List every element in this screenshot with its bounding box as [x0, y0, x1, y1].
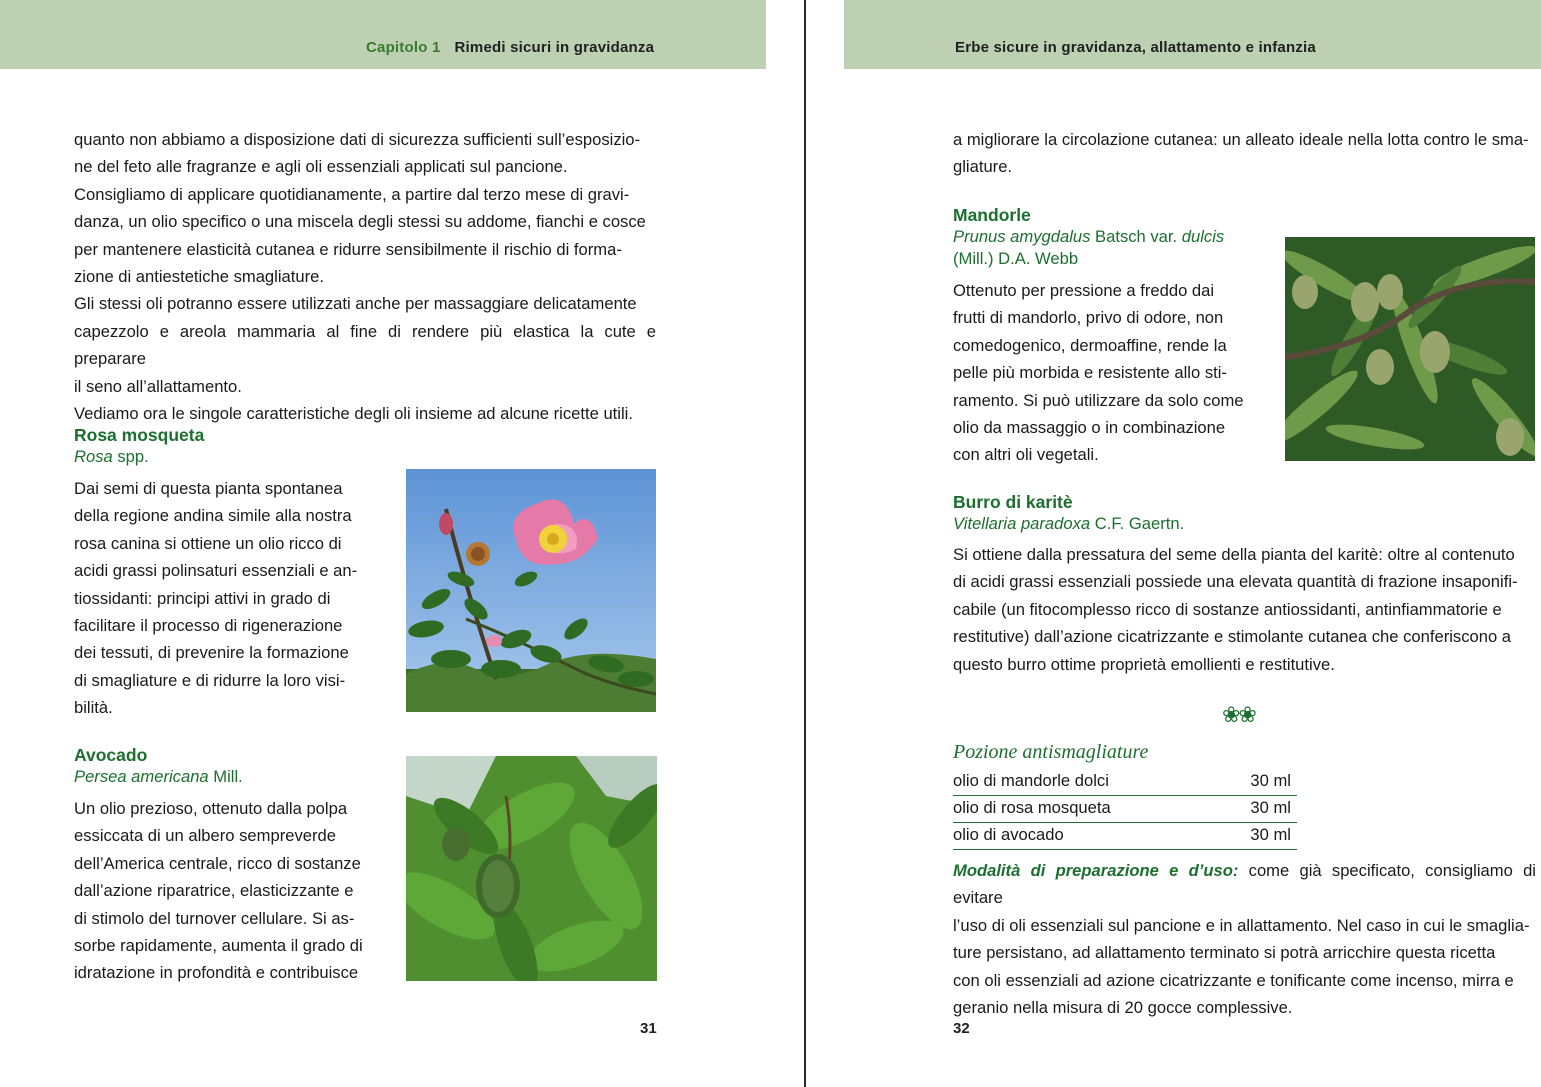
preparation-text: come già specificato, consigliamo di evitare: [953, 861, 1536, 908]
text-line: frutti di mandorlo, privo di odore, non: [953, 308, 1224, 328]
chapter-label: [366, 39, 441, 56]
text-line: questo burro ottime proprietà emollienti e restitutive.: [953, 654, 1335, 674]
text-line: acidi grassi polinsaturi essenziali e an-: [74, 561, 358, 581]
text-line: l’uso di oli essenziali sul pancione e in allattamento. Nel caso in cui le smaglia-: [953, 915, 1530, 935]
left-header-band: [0, 0, 766, 69]
recipe-title: Pozione antismagliature: [953, 741, 1149, 763]
text-line: della regione andina simile alla nostra: [74, 506, 352, 526]
text-line: quanto non abbiamo a disposizione dati di sicurezza sufficienti sull’esposizio-: [74, 130, 641, 149]
rosa-mosqueta-photo: [406, 469, 656, 712]
avocado-latin-name: [74, 766, 374, 788]
text-line: dall’azione riparatrice, elasticizzante e: [74, 881, 354, 901]
text-line: Ottenuto per pressione a freddo dai: [953, 281, 1215, 300]
text-line: ture persistano, ad allattamento terminato si potrà arricchire questa ricetta: [953, 943, 1496, 963]
text-line: Un olio prezioso, ottenuto dalla polpa: [74, 799, 348, 818]
rosa-title: Rosa mosqueta: [74, 425, 205, 445]
text-line: tiossidanti: principi attivi in grado di: [74, 588, 331, 608]
text-line: Si ottiene dalla pressatura del seme della pianta del karitè: oltre al contenuto: [953, 545, 1515, 564]
page-number-left: 31: [640, 1020, 657, 1037]
text-line: idratazione in profondità e contribuisce: [74, 963, 359, 983]
text-line: pelle più morbida e resistente allo sti-: [953, 363, 1227, 383]
avocado-title: Avocado: [74, 745, 148, 765]
avocado-heading: [74, 744, 374, 788]
avocado-latin-rest: Mill.: [208, 767, 243, 786]
text-line: dell’America centrale, ricco di sostanze: [74, 853, 361, 873]
text-line: rosa canina si ottiene un olio ricco di: [74, 533, 342, 553]
ingredient-name: olio di mandorle dolci: [953, 771, 1109, 790]
mandorle-latin-name-line2: (Mill.) D.A. Webb: [953, 249, 1079, 268]
text-line: con altri oli vegetali.: [953, 445, 1099, 465]
text-line: [953, 857, 1536, 912]
ingredient-name: olio di rosa mosqueta: [953, 798, 1111, 817]
rosa-text: [74, 475, 370, 722]
text-line: Vediamo ora le singole caratteristiche degli oli insieme ad alcune ricette utili.: [74, 404, 633, 424]
text-line: dei tessuti, di prevenire la formazione: [74, 643, 349, 663]
left-intro-text: [74, 126, 656, 427]
rosa-latin-rest: spp.: [112, 447, 149, 466]
almond-photo: [1285, 237, 1535, 461]
text-line: il seno all’allattamento.: [74, 376, 242, 396]
mandorle-latin-author: Batsch var.: [1090, 227, 1182, 246]
text-line: di smagliature e di ridurre la loro visi-: [74, 670, 346, 690]
text-line: restitutive) dall’azione cicatrizzante e stimolante cutanea che conferiscono a: [953, 627, 1512, 647]
ingredient-quantity: 30 ml: [1250, 771, 1291, 790]
text-line: di acidi grassi essenziali possiede una elevata quantità di frazione insaponifi-: [953, 572, 1518, 592]
text-line: zione di antiestetiche smagliature.: [74, 267, 324, 287]
text-line: gliature.: [953, 157, 1013, 177]
text-line: facilitare il processo di rigenerazione: [74, 616, 343, 636]
text-line: geranio nella misura di 20 gocce complessive.: [953, 998, 1293, 1018]
ingredient-quantity: 30 ml: [1250, 825, 1291, 844]
text-line: olio da massaggio o in combinazione: [953, 418, 1226, 438]
text-line: cabile (un fitocomplesso ricco di sostanze antiossidanti, antinfiammatorie e: [953, 599, 1502, 619]
page-number-right: 32: [953, 1020, 970, 1037]
ingredient-quantity: 30 ml: [1250, 798, 1291, 817]
mandorle-title: Mandorle: [953, 205, 1031, 225]
preparation-label: Modalità di preparazione e d’uso:: [953, 861, 1239, 880]
recipe-ingredient-row: [953, 796, 1297, 823]
mandorle-latin-variety: dulcis: [1181, 227, 1225, 246]
text-line: essiccata di un albero sempreverde: [74, 826, 336, 846]
karite-text: [953, 541, 1536, 678]
text-line: con oli essenziali ad azione cicatrizzante e tonificante come incenso, mirra e: [953, 970, 1514, 990]
mandorle-text: [953, 277, 1249, 469]
text-line: Dai semi di questa pianta spontanea: [74, 479, 343, 498]
avocado-latin-genus: Persea americana: [74, 767, 209, 786]
karite-latin-name: [953, 513, 1353, 535]
avocado-text: [74, 795, 370, 987]
recipe-preparation-text: [953, 857, 1536, 1021]
text-line: danza, un olio specifico o una miscela degli stessi su addome, fianchi e cosce: [74, 212, 646, 232]
right-running-header: Erbe sicure in gravidanza, allattamento e infanzia: [955, 39, 1316, 56]
book-spine: [804, 0, 806, 1087]
karite-heading: [953, 491, 1353, 535]
mandorle-heading: [953, 204, 1263, 270]
text-line: ne del feto alle fragranze e agli oli essenziali applicati sul pancione.: [74, 157, 568, 177]
ingredient-name: olio di avocado: [953, 825, 1064, 844]
rosa-latin-genus: Rosa: [74, 447, 113, 466]
right-intro-text: [953, 126, 1536, 181]
karite-latin-rest: C.F. Gaertn.: [1090, 514, 1185, 533]
mandorle-latin-name: [953, 226, 1263, 248]
avocado-photo: [406, 756, 657, 981]
rosa-latin-name: [74, 446, 374, 468]
text-line: sorbe rapidamente, aumenta il grado di: [74, 936, 363, 956]
text-line: ramento. Si può utilizzare da solo come: [953, 390, 1244, 410]
left-running-header: [366, 39, 654, 56]
rosa-heading: [74, 424, 374, 468]
karite-title: Burro di karitè: [953, 492, 1073, 512]
chapter-word: Capitolo: [366, 39, 428, 56]
flower-ornament-icon: ❀❀: [1222, 702, 1255, 727]
right-header-band: [844, 0, 1541, 69]
text-line: per mantenere elasticità cutanea e ridurre sensibilmente il rischio di forma-: [74, 239, 622, 259]
karite-latin-species: Vitellaria paradoxa: [953, 514, 1091, 533]
chapter-title: Rimedi sicuri in gravidanza: [454, 39, 655, 56]
text-line: di stimolo del turnover cellulare. Si as-: [74, 908, 355, 928]
recipe-ingredient-row: [953, 823, 1297, 850]
text-line: bilità.: [74, 698, 113, 718]
recipe-ingredient-row: [953, 769, 1297, 796]
text-line: a migliorare la circolazione cutanea: un alleato ideale nella lotta contro le sma-: [953, 130, 1529, 149]
text-line: capezzolo e areola mammaria al fine di rendere più elastica la cute e preparare: [74, 321, 656, 369]
mandorle-latin-species: Prunus amygdalus: [953, 227, 1091, 246]
chapter-number: 1: [431, 39, 441, 56]
text-line: Gli stessi oli potranno essere utilizzati anche per massaggiare delicatamente: [74, 294, 637, 314]
text-line: comedogenico, dermoaffine, rende la: [953, 335, 1227, 355]
text-line: Consigliamo di applicare quotidianamente, a partire dal terzo mese di gravi-: [74, 184, 630, 204]
